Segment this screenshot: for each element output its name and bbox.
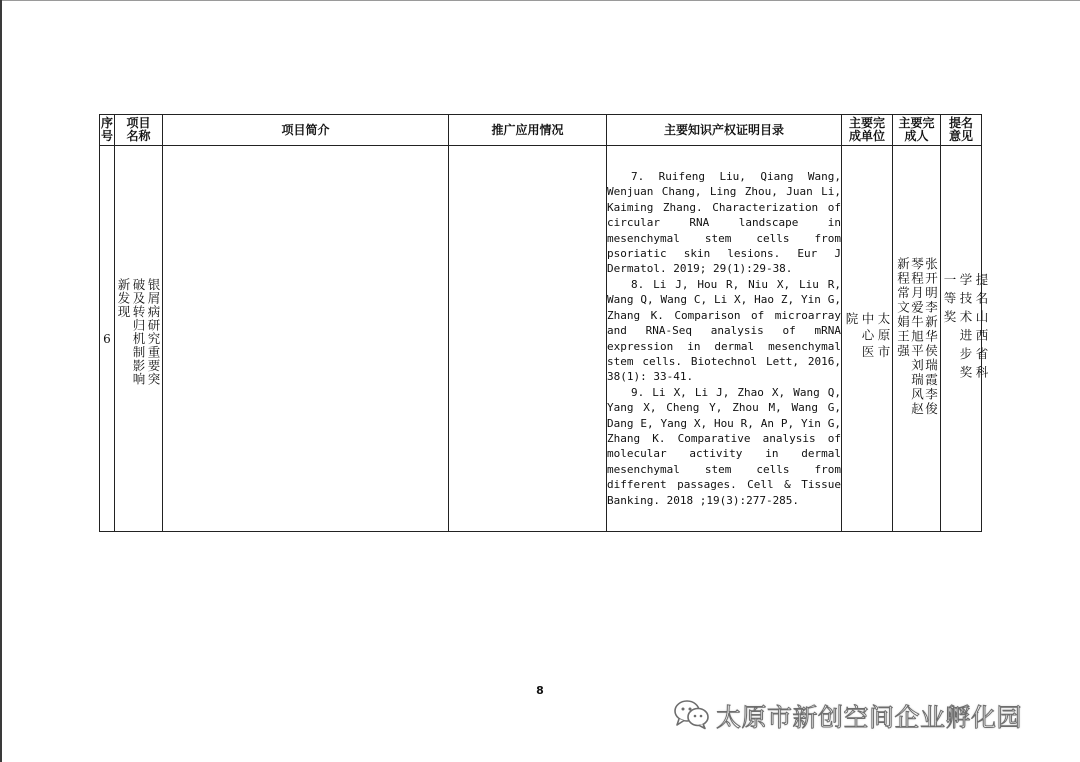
nomination-opinion: 提名山西省科学技术进步奖一等奖 (942, 272, 989, 384)
header-unit (842, 115, 893, 146)
header-people-line1: 主要完 (898, 116, 935, 130)
table-header-row (100, 115, 982, 146)
header-people (893, 115, 941, 146)
project-name: 银屑病研究重要突破及转归机制影响新发现 (116, 277, 161, 386)
project-intro-cell (163, 146, 449, 532)
reference-item-7: 7. Ruifeng Liu, Qiang Wang, Wenjuan Chang, Ling Zhou, Juan Li, Kaiming Zhang. Characterization of circular RNA landscape in mesenchymal stem cells from psoriatic skin lesions. Eur J Dermatol. 2019; 29(1):29-38. (607, 170, 841, 276)
row-number: 6 (100, 146, 115, 532)
header-name-line2: 名称 (126, 129, 151, 143)
header-unit-line1: 主要完 (848, 116, 885, 130)
page-number: 8 (536, 684, 544, 697)
project-table (99, 114, 989, 532)
watermark (672, 696, 1022, 736)
unit-cell (842, 146, 893, 532)
header-seq (100, 115, 115, 146)
page-border-top (0, 0, 1080, 1)
completing-people: 张开明李新华侯瑞霞李俊琴程月爱牛旭平刘瑞风赵新程常文娟王强 (895, 256, 939, 416)
header-promotion: 推广应用情况 (449, 115, 607, 146)
header-opinion-line2: 意见 (948, 129, 973, 143)
reference-item-9: 9. Li X, Li J, Zhao X, Wang Q, Yang X, Cheng Y, Zhou M, Wang G, Dang E, Yang X, Hou R, An P, Yin G, Zhang K. Comparative analysis of molecular activity in dermal mesenchymal stem cells from different passages. Cell & Tissue Banking. 2018 ;19(3):277-285. (607, 385, 841, 507)
header-name-line1: 项目 (126, 116, 151, 130)
header-opinion (941, 115, 982, 146)
opinion-cell (941, 146, 989, 532)
header-opinion-line1: 提名 (948, 116, 973, 130)
reference-item-8: 8. Li J, Hou R, Niu X, Liu R, Wang Q, Wang C, Li X, Hao Z, Yin G, Zhang K. Comparison of microarray and RNA-Seq analysis of mRNA expression in dermal mesenchymal stem cells. Biotechnol Lett, 2016, 38(1): 33-41. (607, 277, 841, 384)
header-seq-line1: 序 (100, 116, 113, 130)
project-name-cell (115, 146, 163, 532)
references-cell (607, 146, 842, 532)
completing-unit: 太原市中心医院 (844, 311, 891, 361)
header-ip-list: 主要知识产权证明目录 (607, 115, 842, 146)
promotion-cell (449, 146, 607, 532)
header-name (115, 115, 163, 146)
header-intro: 项目简介 (163, 115, 449, 146)
header-unit-line2: 成单位 (848, 129, 885, 143)
references-list (607, 169, 841, 508)
header-people-line2: 成人 (904, 129, 929, 143)
table-row (100, 146, 982, 532)
wechat-icon (672, 698, 712, 734)
people-cell (893, 146, 941, 532)
page-border-left (0, 0, 2, 762)
header-seq-line2: 号 (100, 129, 113, 143)
watermark-text: 太原市新创空间企业孵化园 (716, 703, 1023, 732)
